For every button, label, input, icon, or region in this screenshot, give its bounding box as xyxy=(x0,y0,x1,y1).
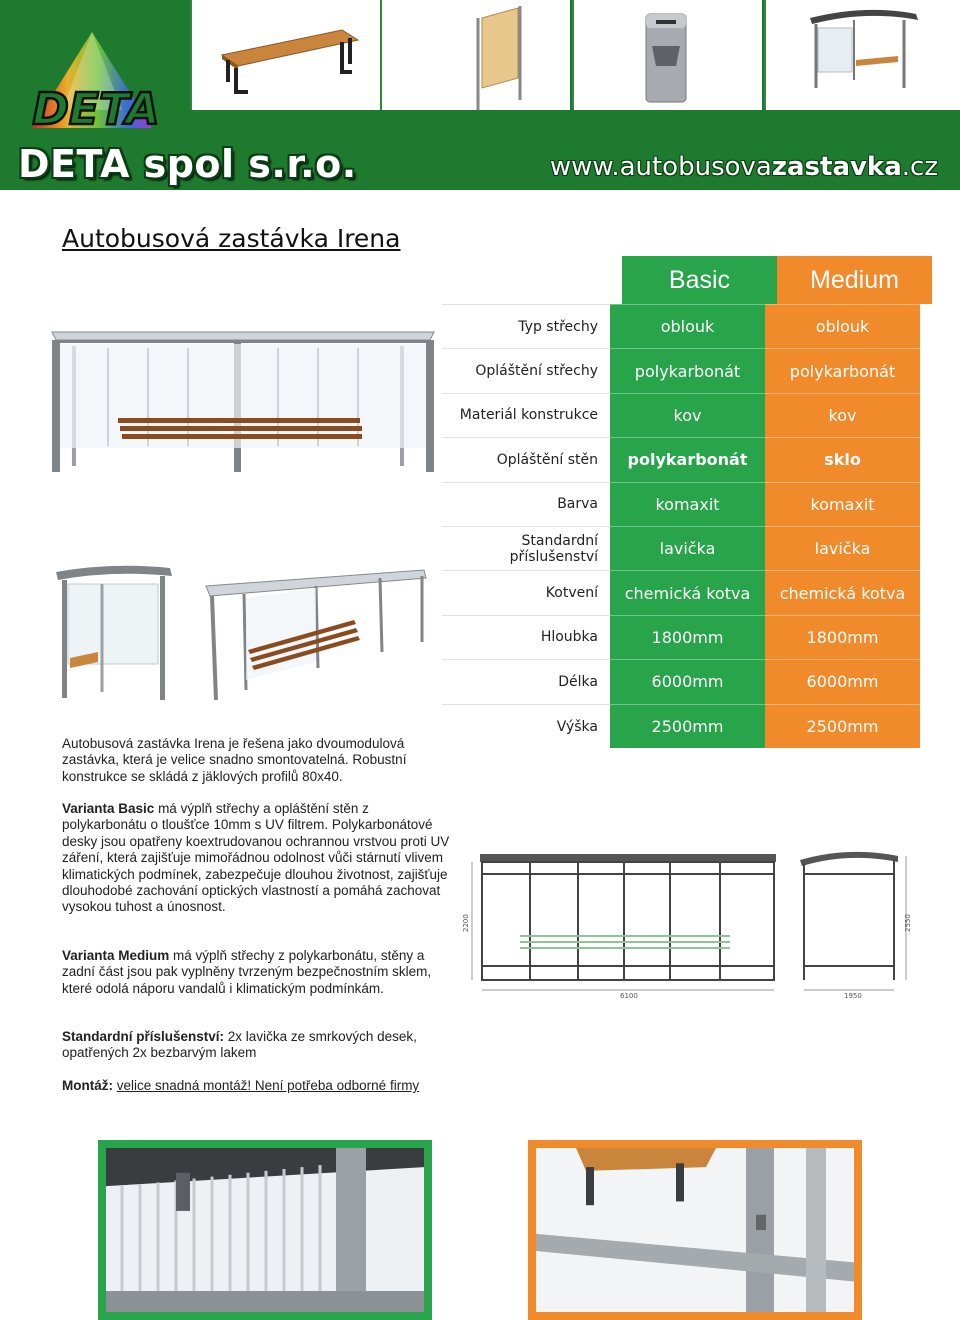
spec-medium-value: 1800mm xyxy=(765,615,920,659)
spec-medium-value: chemická kotva xyxy=(765,570,920,614)
bin-icon xyxy=(572,0,762,110)
column-basic: Basic xyxy=(622,256,777,304)
technical-drawing xyxy=(458,840,928,1002)
deta-logo xyxy=(0,0,190,140)
spec-basic-value: 1800mm xyxy=(610,615,765,659)
spec-label: Barva xyxy=(442,482,610,526)
spec-medium-value: lavička xyxy=(765,526,920,570)
spec-row xyxy=(442,659,932,703)
spec-row xyxy=(442,482,932,526)
spec-medium-value: oblouk xyxy=(765,304,920,348)
spec-medium-value: kov xyxy=(765,393,920,437)
spec-label: Délka xyxy=(442,659,610,703)
spec-medium-value: komaxit xyxy=(765,482,920,526)
medium-description: Varianta Medium má výplň střechy z polykarbonátu, stěny a zadní část jsou pak vyplněny tvrzeným bezpečnostním sklem, které odolá náporu vandalů i klimatickým podmínkám. xyxy=(62,948,432,996)
website-url[interactable]: www.autobusovazastavka.cz xyxy=(549,152,938,182)
page-header xyxy=(0,0,960,190)
spec-label: Výška xyxy=(442,704,610,748)
spec-table-header xyxy=(442,256,932,304)
spec-label: Opláštění stěn xyxy=(442,437,610,481)
spec-table xyxy=(442,256,932,748)
logo-text: DETA xyxy=(32,84,160,135)
spec-row xyxy=(442,393,932,437)
spec-medium-value: sklo xyxy=(765,437,920,481)
wall-panel-icon xyxy=(380,0,570,110)
shelter-side-image xyxy=(52,562,178,702)
accessories-text: Standardní příslušenství: 2x lavička ze smrkových desek, opatřených 2x bezbarvým lakem xyxy=(62,1029,417,1061)
page-title: Autobusová zastávka Irena xyxy=(62,224,401,253)
depth-dimension: 1950 xyxy=(844,992,862,1000)
spec-basic-value: 6000mm xyxy=(610,659,765,703)
spec-row xyxy=(442,704,932,748)
spec-row xyxy=(442,615,932,659)
medium-detail-frame xyxy=(528,1140,862,1320)
spec-label: Typ střechy xyxy=(442,304,610,348)
spec-label: Standardní příslušenství xyxy=(442,526,610,570)
spec-basic-value: polykarbonát xyxy=(610,437,765,481)
bench-icon xyxy=(190,0,380,110)
company-name: DETA spol s.r.o. xyxy=(18,142,357,186)
spec-label: Hloubka xyxy=(442,615,610,659)
spec-medium-value: 2500mm xyxy=(765,704,920,748)
total-height-dimension: 2550 xyxy=(904,914,912,932)
mounting-text: Montáž: velice snadná montáž! Není potřeba odborné firmy xyxy=(62,1078,420,1093)
spec-row xyxy=(442,304,932,348)
shelter-perspective-image xyxy=(204,568,430,704)
spec-row xyxy=(442,348,932,392)
intro-text: Autobusová zastávka Irena je řešena jako dvoumodulová zastávka, která je velice snadno smontovatelná. Robustní konstrukce se skládá z jäklových profilů 80x40. xyxy=(62,736,407,784)
spec-medium-value: polykarbonát xyxy=(765,348,920,392)
spec-basic-value: lavička xyxy=(610,526,765,570)
spec-row xyxy=(442,570,932,614)
spec-basic-value: polykarbonát xyxy=(610,348,765,392)
spec-basic-value: komaxit xyxy=(610,482,765,526)
shelter-icon xyxy=(764,0,960,110)
shelter-front-image xyxy=(48,328,438,474)
spec-basic-value: kov xyxy=(610,393,765,437)
spec-label: Kotvení xyxy=(442,570,610,614)
height-dimension: 2200 xyxy=(462,914,470,932)
spec-label: Materiál konstrukce xyxy=(442,393,610,437)
spec-basic-value: chemická kotva xyxy=(610,570,765,614)
spec-row xyxy=(442,437,932,481)
basic-description: Varianta Basic má výplň střechy a opláštění stěn z polykarbonátu o tloušťce 10mm s UV filtrem. Polykarbonátové desky jsou opatřeny koextrudovanou ochrannou vrstvou proti UV záření, která zajišťuje mimořádnou odolnost vůči stárnutí vlivem klimatických podmínek, zabezpečuje dlouhou životnost, zajišťuje dlouhodobé zachování optických vlastností a pomáhá zachovat vysokou tuhost a únosnost. xyxy=(62,801,450,915)
length-dimension: 6100 xyxy=(620,992,638,1000)
spec-row xyxy=(442,526,932,570)
spec-medium-value: 6000mm xyxy=(765,659,920,703)
spec-label: Opláštění střechy xyxy=(442,348,610,392)
basic-detail-frame xyxy=(98,1140,432,1320)
column-medium: Medium xyxy=(777,256,932,304)
spec-basic-value: 2500mm xyxy=(610,704,765,748)
spec-basic-value: oblouk xyxy=(610,304,765,348)
